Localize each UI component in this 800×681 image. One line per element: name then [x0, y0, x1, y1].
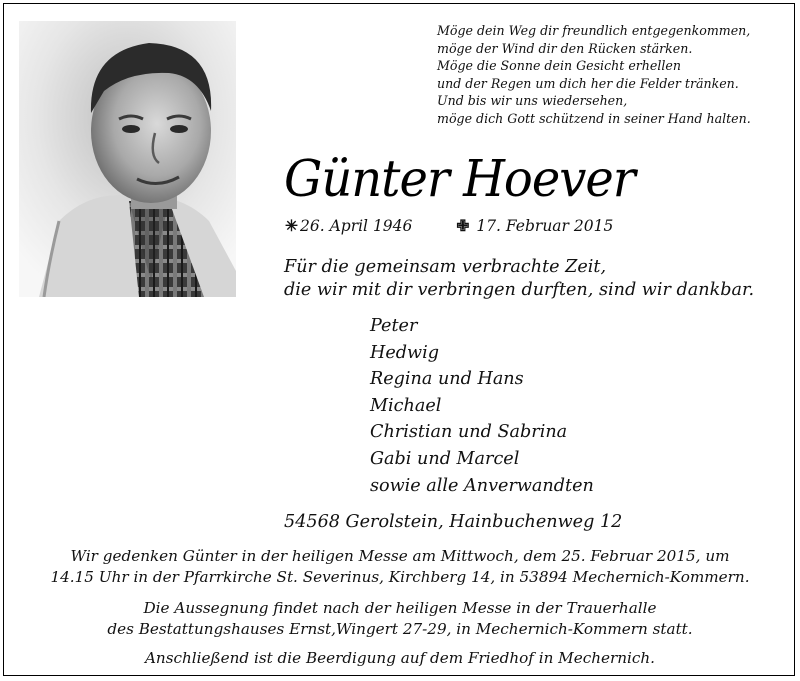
- mourner: Michael: [370, 395, 442, 416]
- blessing-info: [20, 598, 780, 640]
- birth-date: 26. April 1946: [300, 217, 413, 235]
- thanks-text: [284, 256, 754, 302]
- info-line: Anschließend ist die Beerdigung auf dem Friedhof in Mechernich.: [144, 649, 656, 667]
- family-address: 54568 Gerolstein, Hainbuchenweg 12: [284, 512, 623, 532]
- birth-star-icon: ✳: [285, 216, 298, 235]
- poem-line: Möge die Sonne dein Gesicht erhellen: [437, 58, 681, 74]
- mourner: Hedwig: [370, 342, 439, 363]
- poem-line: Möge dein Weg dir freundlich entgegenkommen,: [437, 23, 751, 38]
- thanks-line: Für die gemeinsam verbrachte Zeit,: [284, 257, 607, 277]
- mourner: Regina und Hans: [370, 369, 524, 390]
- poem-line: und der Regen um dich her die Felder tränken.: [437, 75, 739, 91]
- death-date: 17. Februar 2015: [476, 217, 614, 235]
- poem-line: Und bis wir uns wiedersehen,: [437, 93, 628, 109]
- life-dates: [285, 216, 613, 235]
- memorial-mass-info: [20, 546, 780, 588]
- burial-info: [20, 648, 780, 669]
- info-line: 14.15 Uhr in der Pfarrkirche St. Severinus, Kirchberg 14, in 53894 Mechernich-Kommern.: [50, 568, 750, 586]
- poem: [437, 22, 777, 128]
- poem-line: möge dich Gott schützend in seiner Hand halten.: [437, 110, 751, 126]
- portrait-photo: [19, 21, 236, 297]
- info-line: Wir gedenken Günter in der heiligen Messe am Mittwoch, dem 25. Februar 2015, um: [70, 547, 730, 565]
- mourner: Peter: [370, 316, 418, 336]
- mourner: Gabi und Marcel: [370, 448, 520, 469]
- poem-line: möge der Wind dir den Rücken stärken.: [437, 40, 693, 56]
- thanks-line: die wir mit dir verbringen durften, sind wir dankbar.: [284, 280, 755, 300]
- info-line: des Bestattungshauses Ernst,Wingert 27-29, in Mechernich-Kommern statt.: [107, 620, 693, 638]
- mourners-list: [370, 313, 594, 499]
- mourner: Christian und Sabrina: [370, 422, 568, 443]
- mourner: sowie alle Anverwandten: [370, 475, 594, 496]
- deceased-name: Günter Hoever: [284, 150, 635, 209]
- info-line: Die Aussegnung findet nach der heiligen Messe in der Trauerhalle: [143, 599, 657, 617]
- death-cross-icon: ✙: [456, 216, 470, 235]
